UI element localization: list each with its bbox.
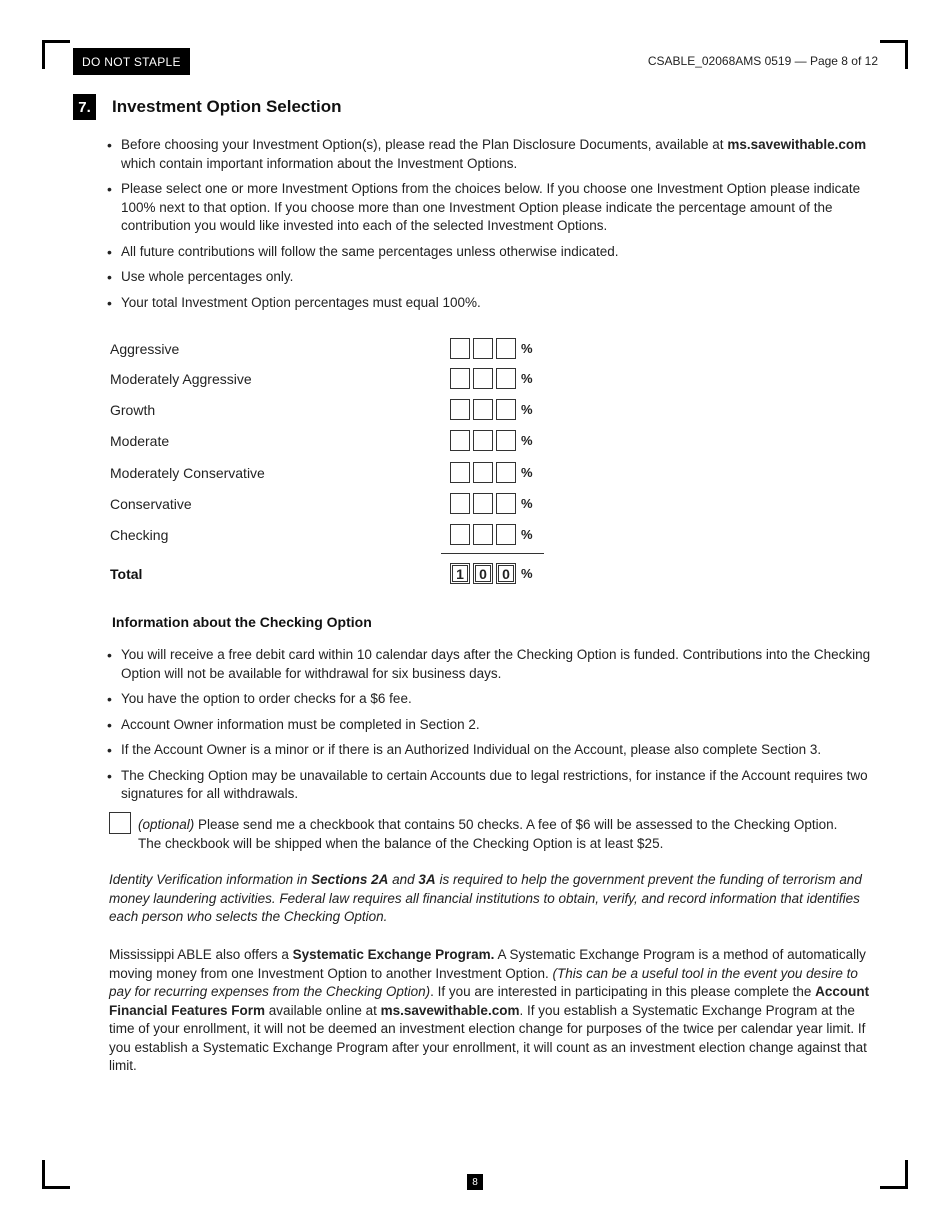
percent-digit-box[interactable] <box>450 462 470 483</box>
percent-input-group <box>450 338 533 359</box>
option-row-growth <box>110 399 550 423</box>
website-link[interactable]: ms.savewithable.com <box>380 1002 520 1018</box>
percent-digit-box[interactable] <box>473 462 493 483</box>
checking-bullet-4: • If the Account Owner is a minor or if there is an Authorized Individual on the Account, please also complete Section 3. <box>106 741 876 760</box>
page-number: 8 <box>467 1174 483 1190</box>
crop-mark-top-right-h <box>880 40 908 43</box>
section-title: Investment Option Selection <box>112 97 342 116</box>
percent-digit-box[interactable] <box>450 524 470 545</box>
intro-bullet-1: • Before choosing your Investment Option(s), please read the Plan Disclosure Documents, available at ms.savewithable.com which contain important information about the Investment Options. <box>106 136 876 173</box>
percent-input-group <box>450 524 533 545</box>
percent-input-group <box>450 493 533 514</box>
option-row-aggressive <box>110 338 550 362</box>
option-label: Checking <box>110 527 169 543</box>
option-label: Conservative <box>110 496 192 512</box>
percent-digit-box[interactable] <box>496 338 516 359</box>
percent-digit-box[interactable] <box>450 399 470 420</box>
checkbook-checkbox[interactable] <box>109 812 131 834</box>
percent-sign: % <box>521 527 533 542</box>
percent-input-group <box>450 368 533 389</box>
intro-bullet-3: • All future contributions will follow the same percentages unless otherwise indicated. <box>106 243 876 262</box>
percent-digit-box[interactable] <box>450 493 470 514</box>
intro-bullet-4: • Use whole percentages only. <box>106 268 876 287</box>
checking-bullet-2: • You have the option to order checks for a $6 fee. <box>106 690 876 709</box>
percent-sign: % <box>521 371 533 386</box>
percent-digit-box[interactable] <box>450 430 470 451</box>
option-row-moderately-conservative <box>110 462 550 486</box>
percent-input-group <box>450 430 533 451</box>
account-financial-features-form-link[interactable]: Account Financial Features Form <box>109 984 870 1018</box>
total-divider <box>441 553 544 554</box>
crop-mark-bottom-right-v <box>905 1160 908 1189</box>
intro-bullet-5: • Your total Investment Option percentages must equal 100%. <box>106 294 876 313</box>
option-row-conservative <box>110 493 550 517</box>
section-number: 7. <box>73 94 96 120</box>
percent-input-group <box>450 399 533 420</box>
percent-digit-box[interactable] <box>473 338 493 359</box>
option-label: Moderately Conservative <box>110 465 265 481</box>
percent-digit-box[interactable] <box>473 430 493 451</box>
percent-sign: % <box>521 341 533 356</box>
percent-digit-box[interactable] <box>496 368 516 389</box>
crop-mark-bottom-right-h <box>880 1186 908 1189</box>
percent-sign: % <box>521 433 533 448</box>
percent-digit-box[interactable] <box>450 338 470 359</box>
percent-digit-box[interactable] <box>473 524 493 545</box>
option-row-moderate <box>110 430 550 454</box>
option-label: Moderate <box>110 433 170 449</box>
checking-bullet-list <box>106 646 876 811</box>
checking-info-heading: Information about the Checking Option <box>112 614 372 630</box>
total-digit-box: 1 <box>450 563 470 584</box>
option-row-checking <box>110 524 550 548</box>
percent-sign: % <box>521 566 533 581</box>
checking-bullet-3: • Account Owner information must be completed in Section 2. <box>106 716 876 735</box>
crop-mark-bottom-left-h <box>42 1186 70 1189</box>
document-code: CSABLE_02068AMS 0519 — Page 8 of 12 <box>647 54 878 68</box>
percent-digit-box[interactable] <box>473 493 493 514</box>
percent-digit-box[interactable] <box>496 462 516 483</box>
systematic-exchange-paragraph: Mississippi ABLE also offers a Systematic Exchange Program. A Systematic Exchange Program is a method of automatically moving money from one Investment Option to another Investment Option. (This can be a useful tool in the event you desire to pay for recurring expenses from the Checking Option). If you are interested in participating in this please complete the Account Financial Features Form available online at ms.savewithable.com. If you establish a Systematic Exchange Program at the time of your enrollment, it will not be deemed an investment election change for purposes of the twice per calendar year limit. If you establish a Systematic Exchange Program after your enrollment, it will count as an investment election change against that limit. <box>109 947 870 1073</box>
plan-website-link[interactable]: ms.savewithable.com <box>727 137 867 152</box>
identity-verification-paragraph: Identity Verification information in Sections 2A and 3A is required to help the government prevent the funding of terrorism and money laundering activities. Federal law requires all financial institutions to obtain, verify, and record information that identifies each person who selects the Checking Option. <box>109 872 862 924</box>
percent-digit-box[interactable] <box>496 430 516 451</box>
percent-digit-box[interactable] <box>473 368 493 389</box>
percent-sign: % <box>521 465 533 480</box>
crop-mark-bottom-left-v <box>42 1160 45 1189</box>
percent-digit-box[interactable] <box>496 399 516 420</box>
crop-mark-top-left-v <box>42 40 45 69</box>
percent-digit-box[interactable] <box>496 493 516 514</box>
option-label: Growth <box>110 402 156 418</box>
option-label: Aggressive <box>110 341 180 357</box>
percent-sign: % <box>521 402 533 417</box>
percent-input-group <box>450 462 533 483</box>
crop-mark-top-right-v <box>905 40 908 69</box>
total-digit-box: 0 <box>496 563 516 584</box>
intro-bullet-list <box>106 136 876 319</box>
percent-sign: % <box>521 496 533 511</box>
option-row-moderately-aggressive <box>110 368 550 392</box>
checking-bullet-1: • You will receive a free debit card within 10 calendar days after the Checking Option is funded. Contributions into the Checking Option will not be available for withdrawal for six business days. <box>106 646 876 683</box>
percent-digit-box[interactable] <box>450 368 470 389</box>
checking-bullet-5: • The Checking Option may be unavailable to certain Accounts due to legal restrictions, for instance if the Account requires two signatures for all withdrawals. <box>106 767 876 804</box>
total-digit-group <box>450 563 533 584</box>
percent-digit-box[interactable] <box>496 524 516 545</box>
percent-digit-box[interactable] <box>473 399 493 420</box>
intro-bullet-2: • Please select one or more Investment Options from the choices below. If you choose one Investment Option please indicate 100% next to that option. If you choose more than one Investment Option please indicate the percentage amount of the contribution you would like invested into each of the selected Investment Options. <box>106 180 876 236</box>
checkbook-text: (optional) Please send me a checkbook that contains 50 checks. A fee of $6 will be assessed to the Checking Option. The checkbook will be shipped when the balance of the Checking Option is at least $25. <box>138 817 838 851</box>
option-label: Moderately Aggressive <box>110 371 252 387</box>
total-digit-box: 0 <box>473 563 493 584</box>
do-not-staple-label: DO NOT STAPLE <box>73 48 190 75</box>
crop-mark-top-left-h <box>42 40 70 43</box>
total-label: Total <box>110 566 143 582</box>
